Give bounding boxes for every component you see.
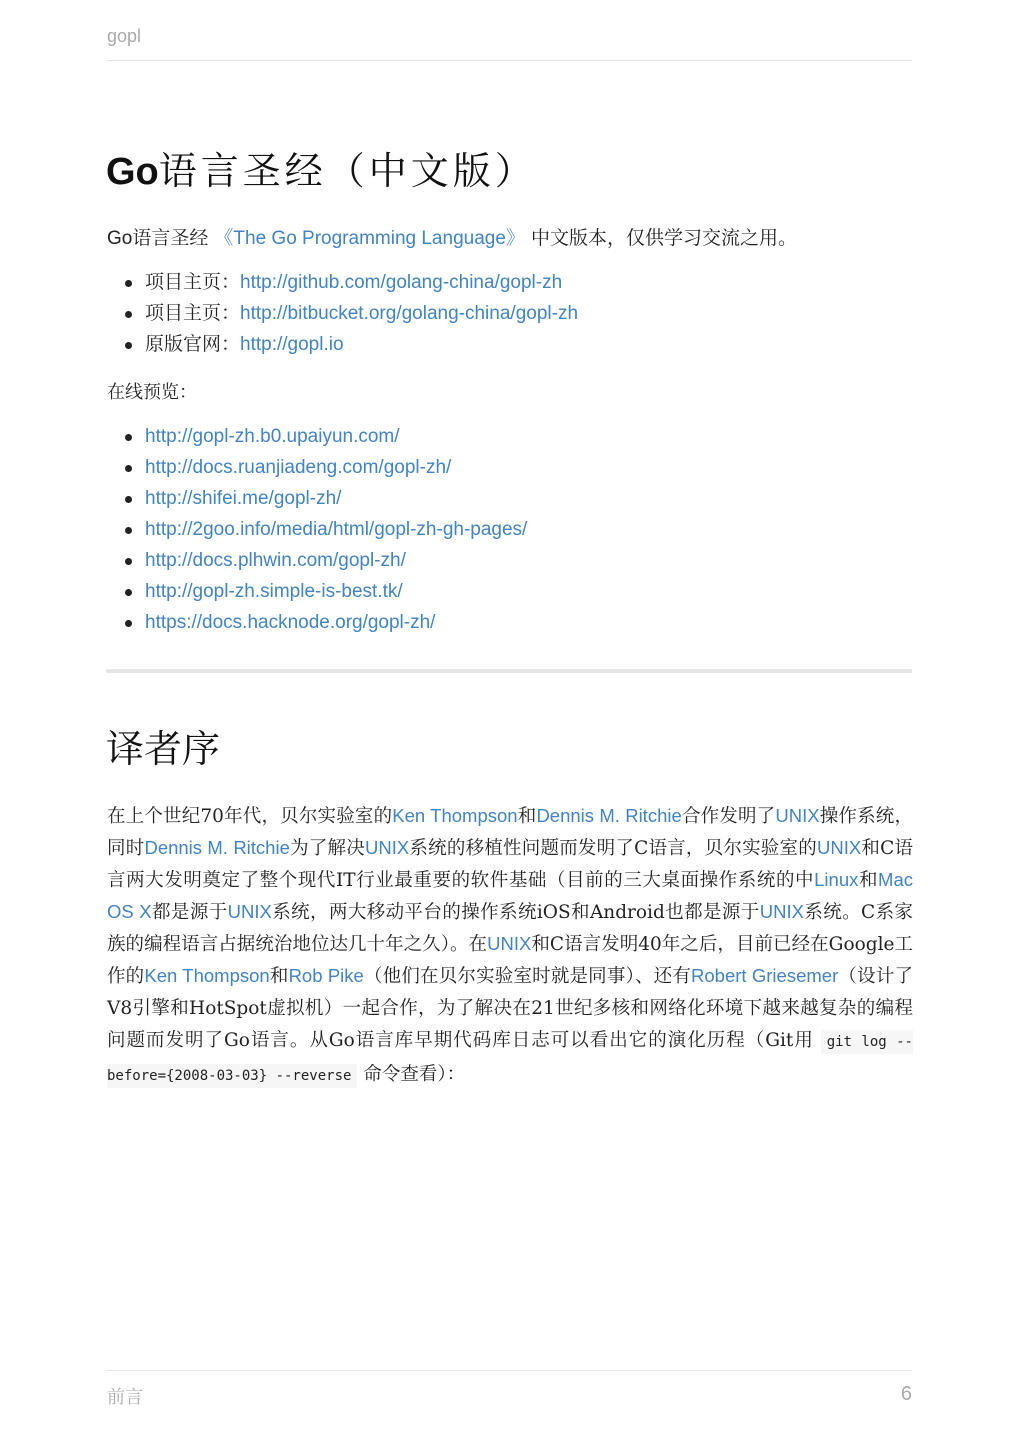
paragraph-text: 操作系统，同时	[107, 806, 913, 859]
preview-links-list	[107, 421, 527, 638]
inline-link[interactable]: UNIX	[227, 901, 272, 922]
list-item	[107, 514, 527, 545]
paragraph-text: （设计了V8引擎和HotSpot虚拟机）一起合作，为了解决在21世纪多核和网络化环境下越来越复杂的编程问题而发明了Go语言。从Go语言库早期代码库日志可以看出它的演化历程（Git用	[107, 966, 913, 1051]
inline-link[interactable]: UNIX	[759, 901, 804, 922]
list-item	[107, 545, 527, 576]
list-item	[107, 421, 527, 452]
paragraph-text: 都是源于	[151, 902, 228, 923]
list-item	[107, 329, 578, 360]
intro-cjk: 语言圣经	[132, 227, 215, 249]
preview-link[interactable]: http://docs.ruanjiadeng.com/gopl-zh/	[145, 457, 452, 478]
preview-link[interactable]: http://docs.plhwin.com/gopl-zh/	[145, 550, 406, 571]
preview-link[interactable]: http://gopl-zh.b0.upaiyun.com/	[145, 426, 400, 447]
list-item	[107, 267, 578, 298]
paragraph-text: 和	[517, 806, 537, 827]
preview-link[interactable]: http://shifei.me/gopl-zh/	[145, 488, 342, 509]
page-title	[106, 140, 537, 195]
inline-link[interactable]: Robert Griesemer	[691, 965, 839, 986]
inline-code: git log --before={2008-03-03} --reverse	[107, 1030, 913, 1088]
footer-divider	[106, 1370, 912, 1371]
footer-section: 前言	[107, 1387, 143, 1408]
github-link[interactable]: http://github.com/golang-china/gopl-zh	[240, 272, 563, 293]
official-site-link[interactable]: http://gopl.io	[240, 334, 344, 355]
inline-link[interactable]: Linux	[814, 869, 859, 890]
inline-link[interactable]: UNIX	[487, 933, 532, 954]
inline-link[interactable]: Mac OS X	[107, 869, 913, 922]
paragraph-text: 和C语言发明40年之后，目前已经在Google工作的	[107, 934, 913, 987]
section-title: 译者序	[106, 727, 221, 771]
inline-link[interactable]: Dennis M. Ritchie	[144, 837, 290, 858]
preview-link[interactable]: https://docs.hacknode.org/gopl-zh/	[145, 612, 436, 633]
section-divider	[106, 669, 912, 673]
link-label: 项目主页：	[145, 271, 241, 293]
list-item	[107, 298, 578, 329]
paragraph-text: 命令查看）：	[357, 1064, 466, 1085]
paragraph-text: 和	[858, 870, 879, 891]
project-links-list	[107, 267, 578, 360]
paragraph-text: 和	[269, 966, 289, 987]
link-label: 项目主页：	[145, 302, 241, 324]
paragraph-text: 为了解决	[289, 838, 365, 859]
inline-link[interactable]: UNIX	[365, 837, 410, 858]
list-item	[107, 607, 527, 638]
book-title-header: gopl	[107, 26, 142, 46]
translator-preface-paragraph	[107, 800, 913, 1092]
title-cjk: 语言圣经（中文版）	[158, 149, 537, 193]
inline-link[interactable]: Dennis M. Ritchie	[536, 805, 682, 826]
list-item	[107, 452, 527, 483]
bitbucket-link[interactable]: http://bitbucket.org/golang-china/gopl-zh	[240, 303, 579, 324]
list-item	[107, 576, 527, 607]
paragraph-text: 系统，两大移动平台的操作系统iOS和Android也都是源于	[271, 902, 760, 923]
inline-link[interactable]: Rob Pike	[288, 965, 364, 986]
paragraph-text: 合作发明了	[681, 806, 776, 827]
header-divider	[106, 60, 912, 61]
paragraph-text: 系统。C系家族的编程语言占据统治地位达几十年之久）。在	[107, 902, 913, 955]
preview-link[interactable]: http://2goo.info/media/html/gopl-zh-gh-pages/	[145, 519, 528, 540]
inline-link[interactable]: UNIX	[775, 805, 820, 826]
link-label: 原版官网：	[145, 333, 241, 355]
list-item	[107, 483, 527, 514]
page-number: 6	[900, 1383, 912, 1405]
preview-link[interactable]: http://gopl-zh.simple-is-best.tk/	[145, 581, 403, 602]
paragraph-text: 和C语言两大发明奠定了整个现代IT行业最重要的软件基础（目前的三大桌面操作系统的中	[107, 838, 913, 891]
title-latin: Go	[106, 151, 159, 193]
inline-link[interactable]: UNIX	[816, 837, 862, 858]
intro-text	[107, 223, 797, 250]
paragraph-text: 系统的移植性问题而发明了C语言，贝尔实验室的	[409, 838, 817, 859]
book-link[interactable]: 《The Go Programming Language》	[214, 228, 525, 249]
intro-suffix: 中文版本，仅供学习交流之用。	[524, 227, 797, 249]
paragraph-text: 在上个世纪70年代，贝尔实验室的	[107, 806, 393, 827]
inline-link[interactable]: Ken Thompson	[144, 965, 270, 986]
inline-link[interactable]: Ken Thompson	[392, 805, 518, 826]
paragraph-text: （他们在贝尔实验室时就是同事）、还有	[363, 966, 692, 987]
intro-prefix: Go	[107, 228, 133, 249]
preview-label: 在线预览：	[107, 382, 197, 403]
